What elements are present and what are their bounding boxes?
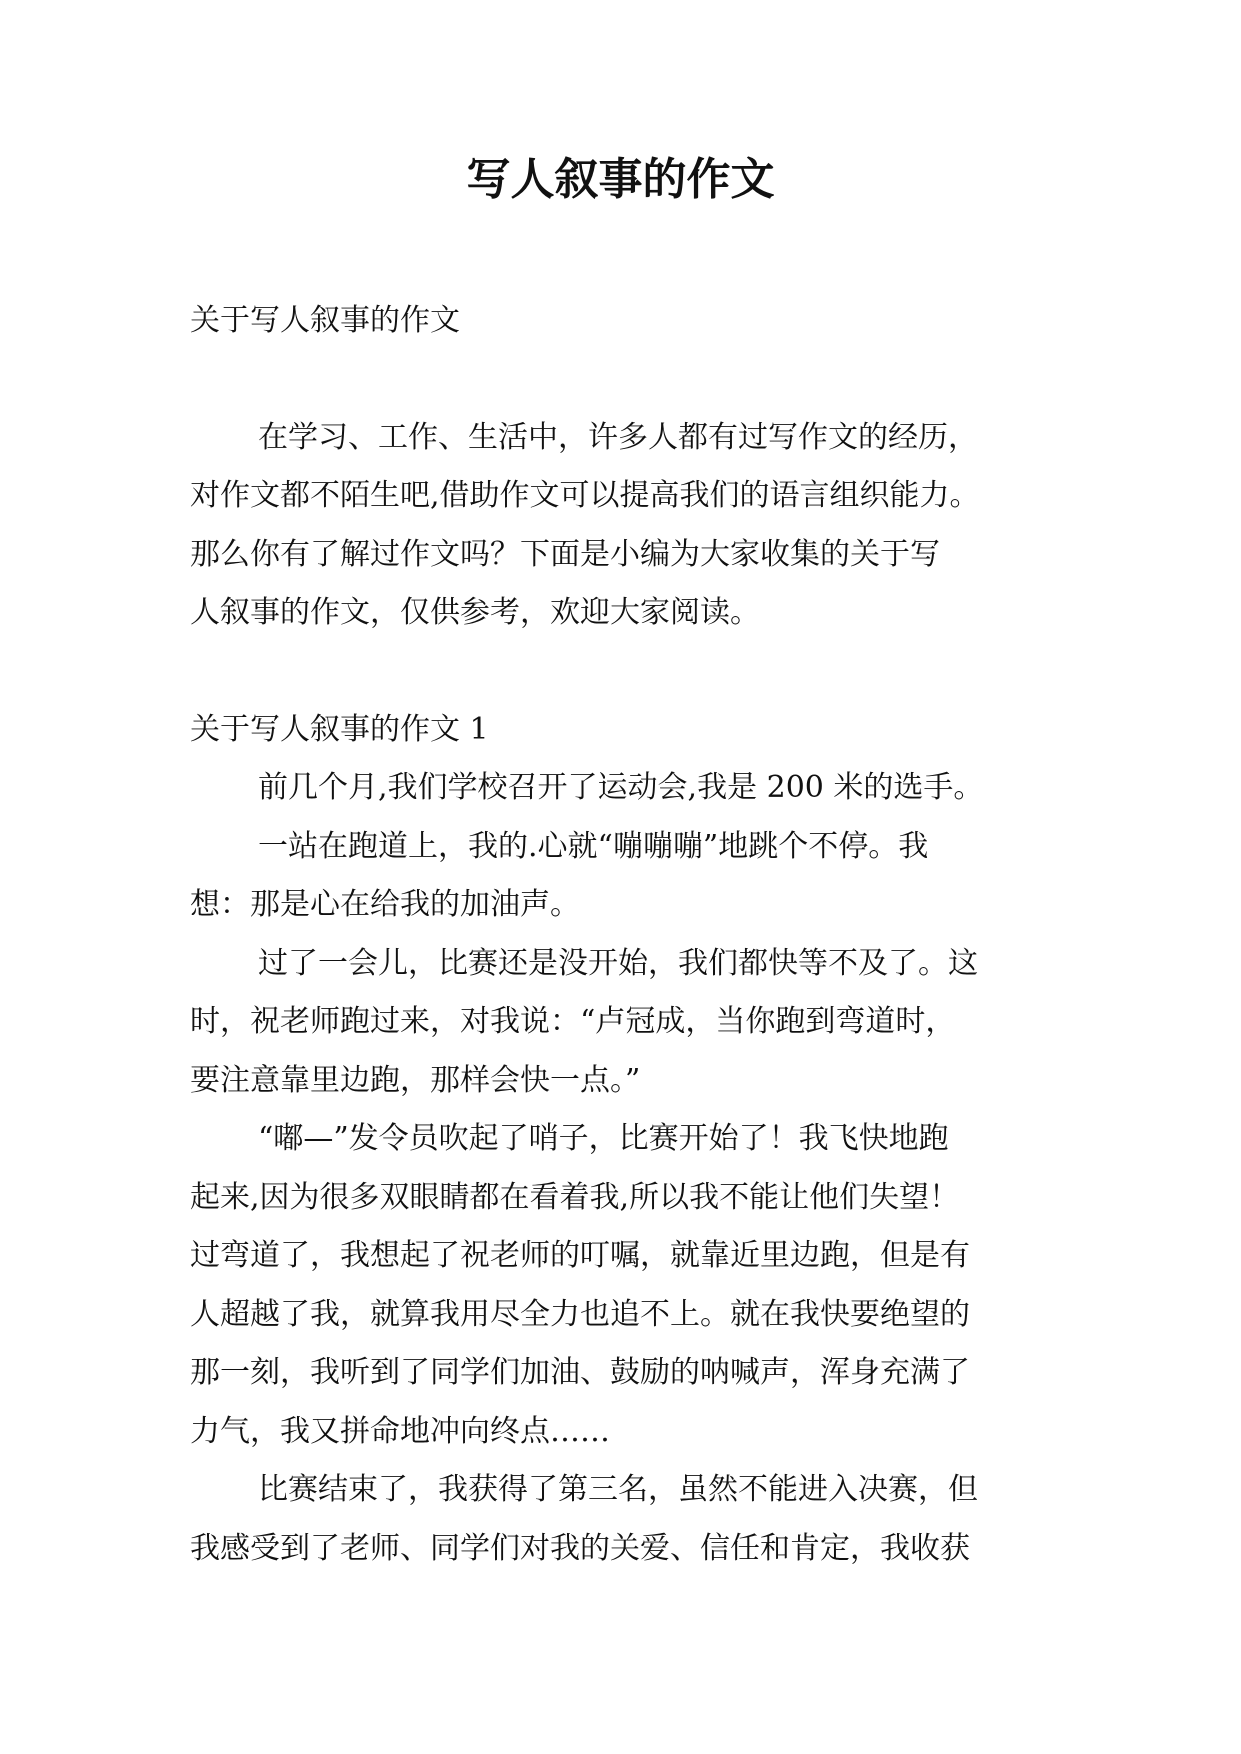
paragraph-line: 起来,因为很多双眼睛都在看着我,所以我不能让他们失望！ — [190, 1179, 960, 1215]
document-body — [190, 292, 1060, 1578]
paragraph — [190, 1110, 1060, 1461]
paragraph-line: 那一刻，我听到了同学们加油、鼓励的呐喊声，浑身充满了 — [190, 1355, 970, 1390]
paragraph-line: 时，祝老师跑过来，对我说：“卢冠成，当你跑到弯道时， — [190, 1004, 956, 1039]
paragraph — [190, 935, 1060, 1111]
spacer — [190, 643, 1060, 701]
paragraph-line: 前几个月,我们学校召开了运动会,我是 200 米的选手。 — [258, 770, 984, 805]
paragraph — [190, 1461, 1060, 1578]
paragraph-line: 比赛结束了，我获得了第三名，虽然不能进入决赛，但 — [258, 1472, 978, 1507]
paragraph-line: 过弯道了，我想起了祝老师的叮嘱，就靠近里边跑，但是有 — [190, 1238, 970, 1273]
intro-line: 那么你有了解过作文吗？下面是小编为大家收集的关于写 — [190, 536, 940, 572]
page-title: 写人叙事的作文 — [466, 154, 775, 205]
paragraph-line: 过了一会儿，比赛还是没开始，我们都快等不及了。这 — [258, 945, 978, 981]
paragraph-line: 要注意靠里边跑，那样会快一点。” — [190, 1062, 641, 1098]
intro-line: 对作文都不陌生吧,借助作文可以提高我们的语言组织能力。 — [190, 478, 980, 513]
intro-paragraph — [190, 409, 1060, 643]
paragraph-line: 力气，我又拼命地冲向终点…… — [190, 1413, 610, 1449]
paragraph-line: 人超越了我，就算我用尽全力也追不上。就在我快要绝望的 — [190, 1296, 970, 1332]
paragraph-line: “嘟—”发令员吹起了哨子，比赛开始了！我飞快地跑 — [258, 1121, 949, 1156]
paragraph — [190, 818, 1060, 935]
intro-line: 在学习、工作、生活中，许多人都有过写作文的经历， — [258, 419, 978, 455]
subtitle: 关于写人叙事的作文 — [190, 303, 460, 338]
section-heading: 关于写人叙事的作文 1 — [190, 711, 489, 747]
paragraph-line: 想：那是心在给我的加油声。 — [190, 887, 580, 922]
paragraph-line: 一站在跑道上，我的.心就“嘣嘣嘣”地跳个不停。我 — [258, 828, 929, 864]
spacer — [190, 351, 1060, 409]
intro-line: 人叙事的作文，仅供参考，欢迎大家阅读。 — [190, 595, 760, 630]
paragraph — [190, 759, 1060, 818]
paragraph-line: 我感受到了老师、同学们对我的关爱、信任和肯定，我收获 — [190, 1530, 970, 1566]
